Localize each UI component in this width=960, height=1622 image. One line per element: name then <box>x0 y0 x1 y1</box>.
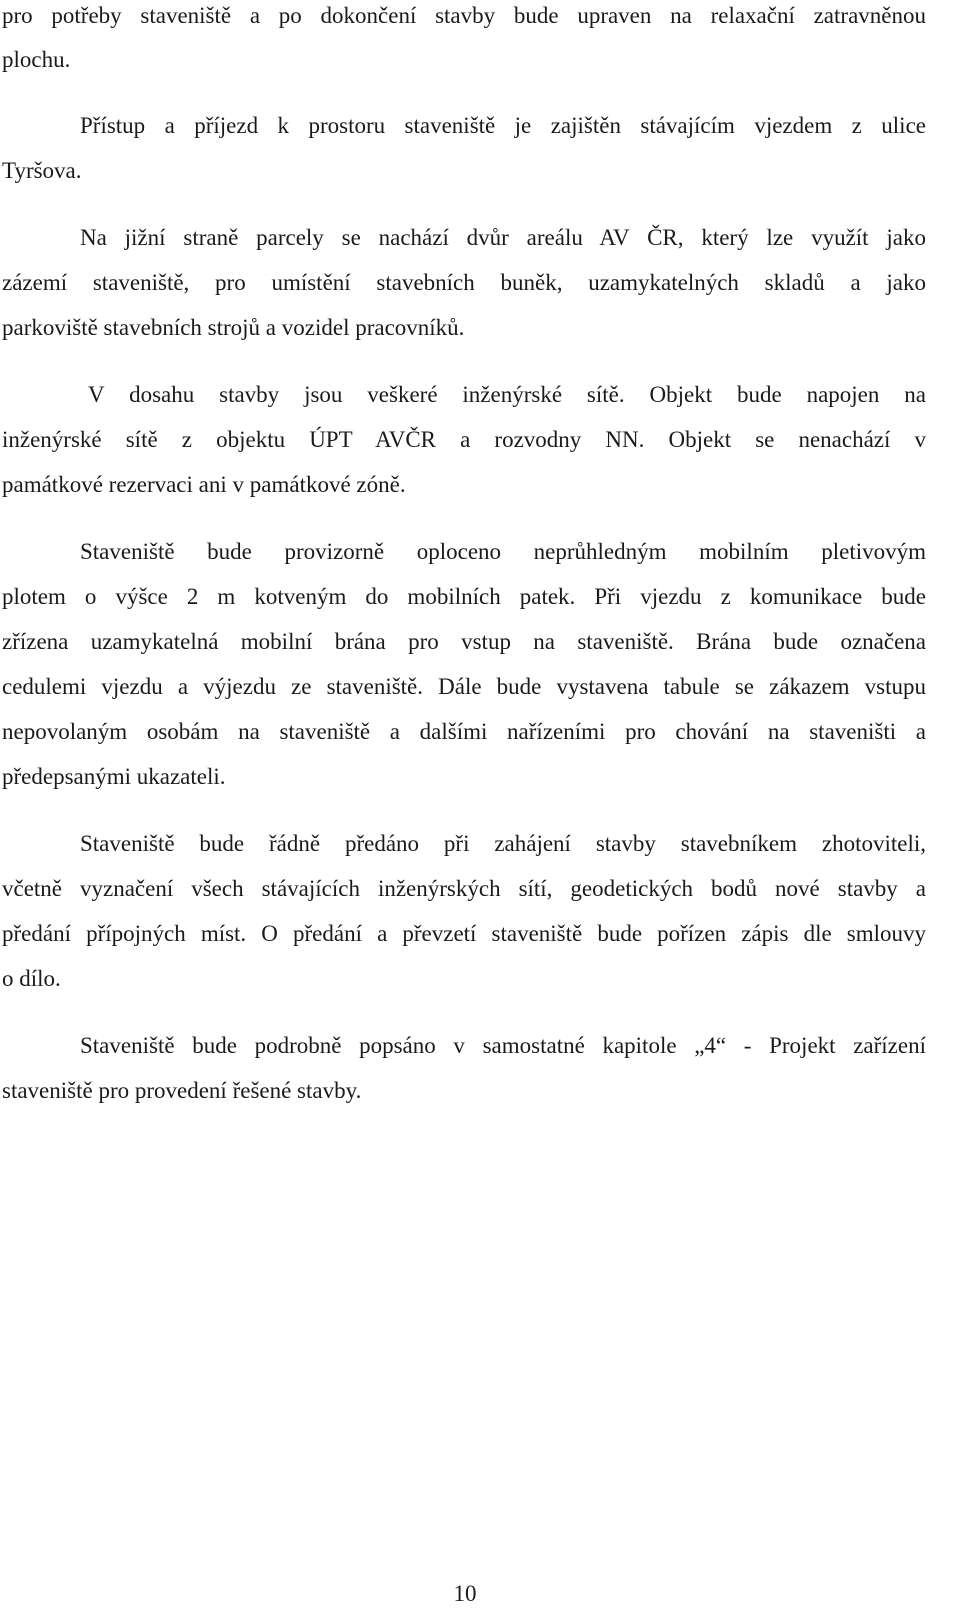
text-line: Přístup a příjezd k prostoru staveniště je zajištěn stávajícím vjezdem z ulice <box>80 113 926 138</box>
text-line: zázemí staveniště, pro umístění stavebních buněk, uzamykatelných skladů a jako <box>2 270 926 295</box>
text-line: předepsanými ukazateli. <box>2 764 226 789</box>
text-line: plochu. <box>2 47 71 72</box>
text-line: Staveniště bude provizorně oploceno neprůhledným mobilním pletivovým <box>80 539 926 564</box>
text-line: zřízena uzamykatelná mobilní brána pro vstup na staveniště. Brána bude označena <box>2 629 926 654</box>
text-line: Staveniště bude podrobně popsáno v samostatné kapitole „4“ - Projekt zařízení <box>80 1033 926 1058</box>
text-line: staveniště pro provedení řešené stavby. <box>2 1078 362 1103</box>
text-line: V dosahu stavby jsou veškeré inženýrské sítě. Objekt bude napojen na <box>88 382 926 407</box>
text-line: nepovolaným osobám na staveniště a dalšími nařízeními pro chování na staveništi a <box>2 719 926 744</box>
text-line: památkové rezervaci ani v památkové zóně. <box>2 472 406 497</box>
text-line: cedulemi vjezdu a výjezdu ze staveniště. Dále bude vystavena tabule se zákazem vstupu <box>2 674 926 699</box>
text-line: parkoviště stavebních strojů a vozidel pracovníků. <box>2 315 465 340</box>
text-line: Na jižní straně parcely se nachází dvůr areálu AV ČR, který lze využít jako <box>80 225 926 250</box>
text-line: Staveniště bude řádně předáno při zahájení stavby stavebníkem zhotoviteli, <box>80 831 926 856</box>
text-line: inženýrské sítě z objektu ÚPT AVČR a rozvodny NN. Objekt se nenachází v <box>2 427 926 452</box>
text-line: včetně vyznačení všech stávajících inženýrských sítí, geodetických bodů nové stavby a <box>2 876 926 901</box>
text-line: Tyršova. <box>2 158 82 183</box>
text-line: plotem o výšce 2 m kotveným do mobilních patek. Při vjezdu z komunikace bude <box>2 584 926 609</box>
text-line: o dílo. <box>2 966 61 991</box>
text-line: pro potřeby staveniště a po dokončení stavby bude upraven na relaxační zatravněnou <box>2 3 926 28</box>
text-line: předání přípojných míst. O předání a převzetí staveniště bude pořízen zápis dle smlouvy <box>2 921 926 946</box>
page-number: 10 <box>453 1581 477 1606</box>
